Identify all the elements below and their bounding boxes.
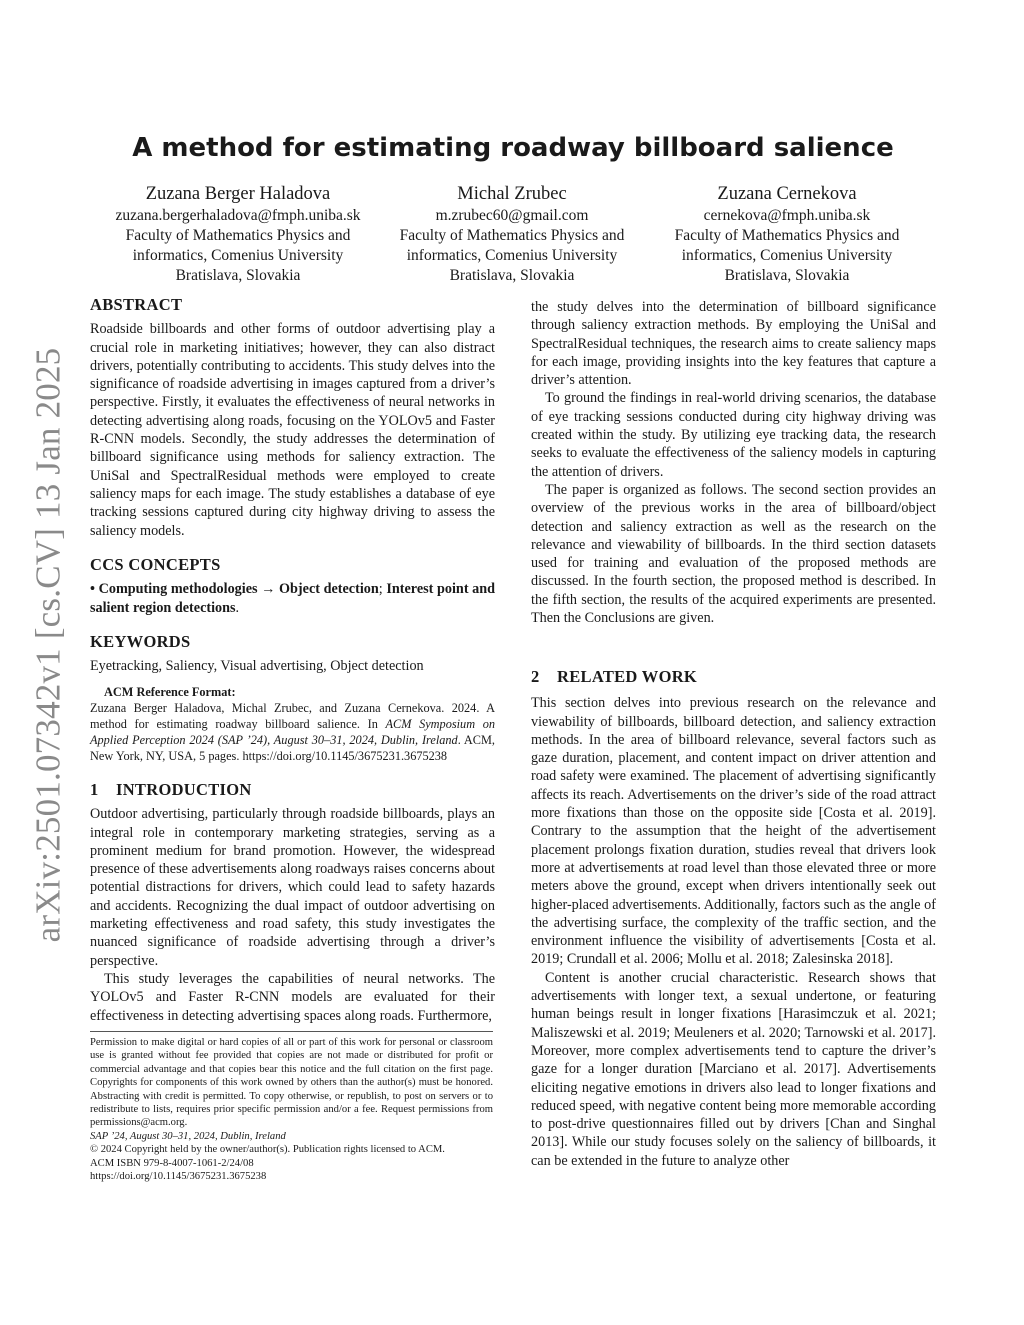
paragraph: This study leverages the capabilities of neural networks. The YOLOv5 and Faster R-CNN models are evaluated for their effectiveness in detecting advertising spaces along roads. Furthermore, (90, 970, 495, 1024)
doi-link[interactable]: https://doi.org/10.1145/3675231.3675238 (90, 1171, 267, 1183)
permission-notice: Permission to make digital or hard copies of all or part of this work for personal or classroom use is granted without fee provided that copies are not made or distributed for profit or commercial advantage and that copies bear this notice and the full citation on the first page. Copyrights for components of this work owned by others than the author(s) must be honored. Abstracting with credit is permitted. To copy otherwise, or republish, to post on servers or to redistribute to lists, requires prior specific permission and/or a fee. Request permissions from permissions@acm.org. (90, 1037, 493, 1129)
introduction-heading: 1 INTRODUCTION (90, 780, 252, 799)
author-email[interactable]: m.zrubec60@gmail.com (435, 207, 589, 224)
paragraph: Content is another crucial characteristic. Research shows that advertisements with longer text, a sexual undertone, or featuring human beings result in longer fixations [Harasimczuk et al. 2021; Maliszewski et al. 2019; Meuleners et al. 2020; Tarnowski et al. 2017]. Moreover, more complex advertisements tend to capture the driver’s gaze for a longer duration [Marciano et al. 2017]. Advertisements eliciting negative emotions in drivers also lead to longer fixations and reduced speed, with negative content being more memorable according to post-drive questionnaires filled out by drivers [Chan and Singhal 2013]. While our study focuses solely on the saliency of billboards, it can be extended in the future to analyze other (531, 969, 936, 1169)
keywords-heading: KEYWORDS (90, 632, 191, 651)
ccs-section (90, 556, 495, 617)
author-block (98, 182, 378, 286)
author-location: Bratislava, Slovakia (724, 267, 850, 284)
paragraph: The paper is organized as follows. The second section provides an overview of the previous works in the area of billboard/object detection and saliency extraction as well as the research on the relevance and viewability of billboards. In the third section datasets used for training and evaluation of the proposed methods are discussed. In the fourth section, the proposed method is described. In the fifth section, the results of the acquired experiments are presented. Then the Conclusions are given. (531, 481, 936, 627)
related-work-heading: 2 RELATED WORK (531, 667, 698, 686)
author-affiliation: informatics, Comenius University (406, 247, 618, 264)
author-affiliation: Faculty of Mathematics Physics and (125, 227, 351, 244)
keywords-section (90, 633, 495, 676)
footnote (90, 1031, 493, 1183)
paragraph: Outdoor advertising, particularly through roadside billboards, plays an integral role in contemporary marketing strategies, serving as a prominent medium for brand promotion. However, the widespread presence of these advertisements along roadways raises concerns about potential distractions for drivers, which could lead to safety hazards and accidents. Recognizing the dual impact of outdoor advertising on marketing effectiveness and road safety, this study investigates the nuanced significance of roadside advertising through a driver’s perspective. (90, 806, 495, 969)
related-work-section (531, 668, 936, 1170)
paragraph: This section delves into previous research on the relevance and viewability of billboards, billboard detection, and saliency extraction methods. In the area of billboard relevance, several factors such as gaze duration, placement, and content impact on driver attention and road safety were examined. The placement of advertising significantly affects its reach. Advertisements on the driver’s side of the road attract more fixations than those on the opposite side [Costa et al. 2019]. Contrary to the assumption that the height of the advertisement placement prolongs fixation duration, studies reveal that drivers look more at advertisements at road level than those elevated three or more meters above the ground, except when drivers intentionally seek out higher-placed advertisements. Additionally, factors such as the angle of the advertising surface, the complexity of the traffic section, and the environment influence the visibility of advertisements [Costa et al. 2019; Crundall et al. 2006; Mollu et al. 2018; Zalesinska 2018]. (531, 695, 936, 968)
ccs-heading: CCS CONCEPTS (90, 555, 221, 574)
keywords-text: Eyetracking, Saliency, Visual advertising, Object detection (90, 658, 424, 675)
conference-line: SAP ’24, August 30–31, 2024, Dublin, Ireland (90, 1130, 286, 1142)
ccs-text: • Computing methodologies → Object detection; Interest point and salient region detections. (90, 581, 496, 616)
arxiv-watermark: arXiv:2501.07342v1 [cs.CV] 13 Jan 2025 (28, 347, 68, 943)
reference-format-text: Zuzana Berger Haladova, Michal Zrubec, and Zuzana Cernekova. 2024. A method for estimating roadway billboard salience. In ACM Symposium on Applied Perception 2024 (SAP ’24), August 30–31, 2024, Dublin, Ireland. ACM, New York, NY, USA, 5 pages. https://doi.org/10.1145/3675231.3675238 (90, 701, 496, 763)
author-affiliation: Faculty of Mathematics Physics and (399, 227, 625, 244)
abstract-heading: ABSTRACT (90, 295, 183, 314)
author-block (372, 182, 652, 286)
author-email[interactable]: zuzana.bergerhaladova@fmph.uniba.sk (115, 207, 361, 224)
introduction-section (90, 781, 495, 1025)
intro-continued (531, 298, 936, 627)
paper-title: A method for estimating roadway billboard salience (132, 133, 894, 163)
author-name: Zuzana Cernekova (717, 184, 857, 204)
reference-format-heading: ACM Reference Format: (104, 685, 236, 699)
abstract-text: Roadside billboards and other forms of outdoor advertising play a crucial role in marketing initiatives; however, they can also distract drivers, potentially contributing to accidents. This study delves into the significance of roadside advertising in images captured from a driver’s perspective. Firstly, it evaluates the effectiveness of neural networks in detecting advertising along roads, focusing on the YOLOv5 and Faster R-CNN models. Secondly, the study addresses the determination of billboard significance using methods for saliency extraction. The UniSal and SpectralResidual methods were employed to create saliency maps for each image. The study establishes a database of eye tracking sessions captured during city highway driving to assess the saliency models. (90, 321, 495, 539)
abstract-section (90, 296, 495, 540)
author-affiliation: informatics, Comenius University (681, 247, 893, 264)
author-location: Bratislava, Slovakia (175, 267, 301, 284)
author-name: Michal Zrubec (457, 184, 567, 204)
paragraph: the study delves into the determination of billboard significance through saliency extraction methods. By employing the UniSal and SpectralResidual techniques, the research aims to create saliency maps for each image, providing insights into the key features that capture a driver’s attention. (531, 299, 936, 389)
author-affiliation: Faculty of Mathematics Physics and (674, 227, 900, 244)
author-affiliation: informatics, Comenius University (132, 247, 344, 264)
copyright-line: © 2024 Copyright held by the owner/author(s). Publication rights licensed to ACM. (90, 1144, 445, 1156)
author-block (647, 182, 927, 286)
paragraph: To ground the findings in real-world driving scenarios, the database of eye tracking sessions conducted during city highway driving was created within the study. By utilizing eye tracking data, the research seeks to evaluate the effectiveness of the saliency models in capturing the attention of drivers. (531, 390, 936, 480)
author-location: Bratislava, Slovakia (449, 267, 575, 284)
author-email[interactable]: cernekova@fmph.uniba.sk (703, 207, 871, 224)
reference-format (90, 683, 495, 764)
isbn-line: ACM ISBN 979-8-4007-1061-2/24/08 (90, 1157, 254, 1169)
author-name: Zuzana Berger Haladova (145, 184, 331, 204)
